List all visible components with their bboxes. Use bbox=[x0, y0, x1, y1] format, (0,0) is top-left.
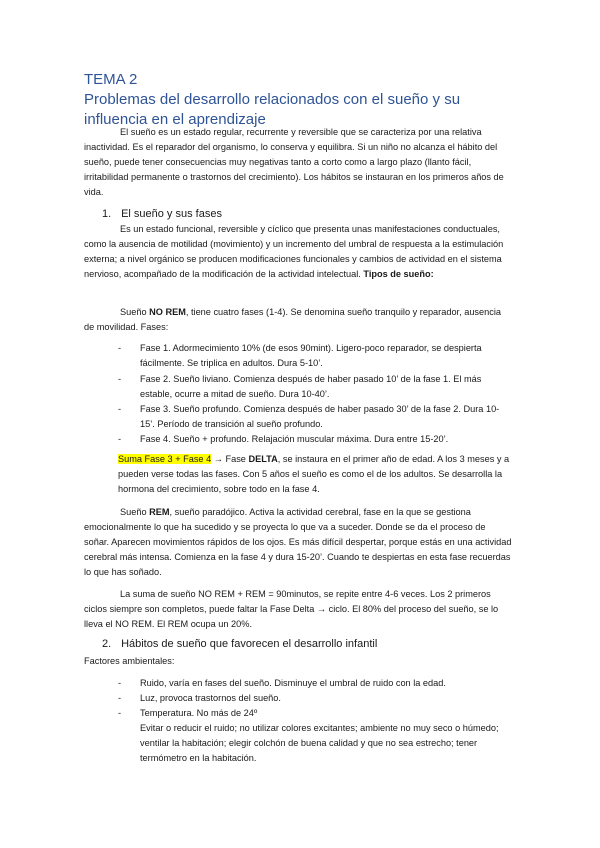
norem-paragraph bbox=[84, 305, 512, 335]
rem-paragraph bbox=[84, 505, 512, 580]
delta-text: , se instaura en el primer año de edad. A los 3 meses y a pueden verse todas las fases. Con 5 años el sueño es como el de los adultos. Se desarrolla la hormona del crecimiento, sobre todo en la fase 4. bbox=[118, 454, 510, 495]
section-2-heading bbox=[102, 638, 377, 650]
bullet: - bbox=[118, 404, 122, 414]
highlighted-text: Suma Fase 3 + Fase 4 bbox=[118, 454, 212, 464]
list-item bbox=[118, 676, 510, 691]
rem-term: REM bbox=[149, 507, 170, 517]
section-number: 2. bbox=[102, 638, 112, 650]
types-label: Tipos de sueño: bbox=[363, 269, 434, 280]
delta-arrow-text: → Fase bbox=[211, 454, 249, 464]
phase-text: Fase 4. Sueño + profundo. Relajación muscular máxima. Dura entre 15-20’. bbox=[140, 434, 449, 444]
list-item bbox=[118, 706, 510, 766]
bullet: - bbox=[118, 434, 122, 444]
delta-paragraph bbox=[118, 452, 512, 497]
factors-label: Factores ambientales: bbox=[84, 656, 175, 666]
delta-term: DELTA bbox=[248, 454, 278, 464]
list-item bbox=[118, 341, 510, 371]
bullet: - bbox=[118, 693, 122, 703]
topic-number: TEMA 2 bbox=[84, 71, 138, 88]
bullet: - bbox=[118, 374, 122, 384]
document-title: Problemas del desarrollo relacionados con el sueño y su influencia en el aprendizaje bbox=[84, 91, 461, 128]
factor-text: Temperatura. No más de 24º bbox=[140, 708, 258, 718]
bullet: - bbox=[118, 708, 122, 718]
phase-text: Fase 2. Sueño liviano. Comienza después de haber pasado 10’ de la fase 1. El más estable, ocurre a mitad de sueño. Dura 10-40’. bbox=[140, 374, 482, 400]
section-1-heading bbox=[102, 208, 222, 220]
norem-term: NO REM bbox=[149, 307, 186, 317]
section-title: El sueño y sus fases bbox=[121, 208, 222, 220]
definition-text: Es un estado funcional, reversible y cíclico que presenta unas manifestaciones conductuales, como la ausencia de motilidad (movimiento) y un incremento del umbral de respuesta a la estimulación externa; a nivel orgánico se producen modificaciones funcionales y cambios de actividad en el sistema nervioso, acompañado de la modificación de la actividad intelectual. bbox=[84, 224, 504, 280]
rem-prefix: Sueño bbox=[120, 507, 150, 517]
list-item bbox=[118, 372, 510, 402]
factor-text: Luz, provoca trastornos del sueño. bbox=[140, 693, 281, 703]
factor-text: Ruido, varía en fases del sueño. Disminuye el umbral de ruido con la edad. bbox=[140, 678, 446, 688]
section-number: 1. bbox=[102, 208, 112, 220]
phase-text: Fase 3. Sueño profundo. Comienza después de haber pasado 30’ de la fase 2. Dura 10-15’. Período de transición al sueño profundo. bbox=[140, 404, 500, 430]
norem-prefix: Sueño bbox=[120, 307, 150, 317]
intro-paragraph: El sueño es un estado regular, recurrente y reversible que se caracteriza por una relativa inactividad. Es el reparador del organismo, lo conserva y equilibra. Si un niño no alcanza el hábito del sueño, puede tener consecuencias muy negativas tanto a corto como a largo plazo (llanto fácil, irritabilidad permanente o trastornos del crecimiento). Los hábitos se instauran en los primeros años de vida. bbox=[84, 127, 504, 198]
sum-paragraph: La suma de sueño NO REM + REM = 90minutos, se repite entre 4-6 veces. Los 2 primeros ciclos siempre son completos, puede faltar la Fase Delta → ciclo. El 80% del proceso del sueño, se lo lleva el NO REM. El REM ocupa un 20%. bbox=[84, 589, 499, 630]
list-item bbox=[118, 432, 510, 447]
rem-text: , sueño paradójico. Activa la actividad cerebral, fase en la que se gestiona emocionalmente lo que ha sucedido y se proyecta lo que va a suceder. Donde se da el proceso de soñar. Aparecen movimientos rápidos de los ojos. Es más difícil despertar, porque estás en una actividad cerebral más intensa. Comienza en la fase 4 y dura 15-20’. Cuando te despiertas en esta fase recuerdas lo que has soñado. bbox=[84, 507, 512, 578]
list-item bbox=[118, 402, 510, 432]
factor-detail-text: Evitar o reducir el ruido; no utilizar colores excitantes; ambiente no muy seco o húmedo; ventilar la habitación; elegir colchón de buena calidad y que no sea estrecho; tener termómetro en la habitación. bbox=[140, 723, 499, 764]
bullet: - bbox=[118, 678, 122, 688]
norem-text: , tiene cuatro fases (1-4). Se denomina sueño tranquilo y reparador, ausencia de movilidad. Fases: bbox=[84, 307, 501, 333]
list-item bbox=[118, 691, 510, 706]
phase-text: Fase 1. Adormecimiento 10% (de esos 90mint). Ligero-poco reparador, se despierta fácilmente. Se triplica en adultos. Dura 5-10’. bbox=[140, 343, 482, 369]
section-1-paragraph bbox=[84, 222, 512, 282]
bullet: - bbox=[118, 343, 122, 353]
section-title: Hábitos de sueño que favorecen el desarrollo infantil bbox=[121, 638, 378, 650]
